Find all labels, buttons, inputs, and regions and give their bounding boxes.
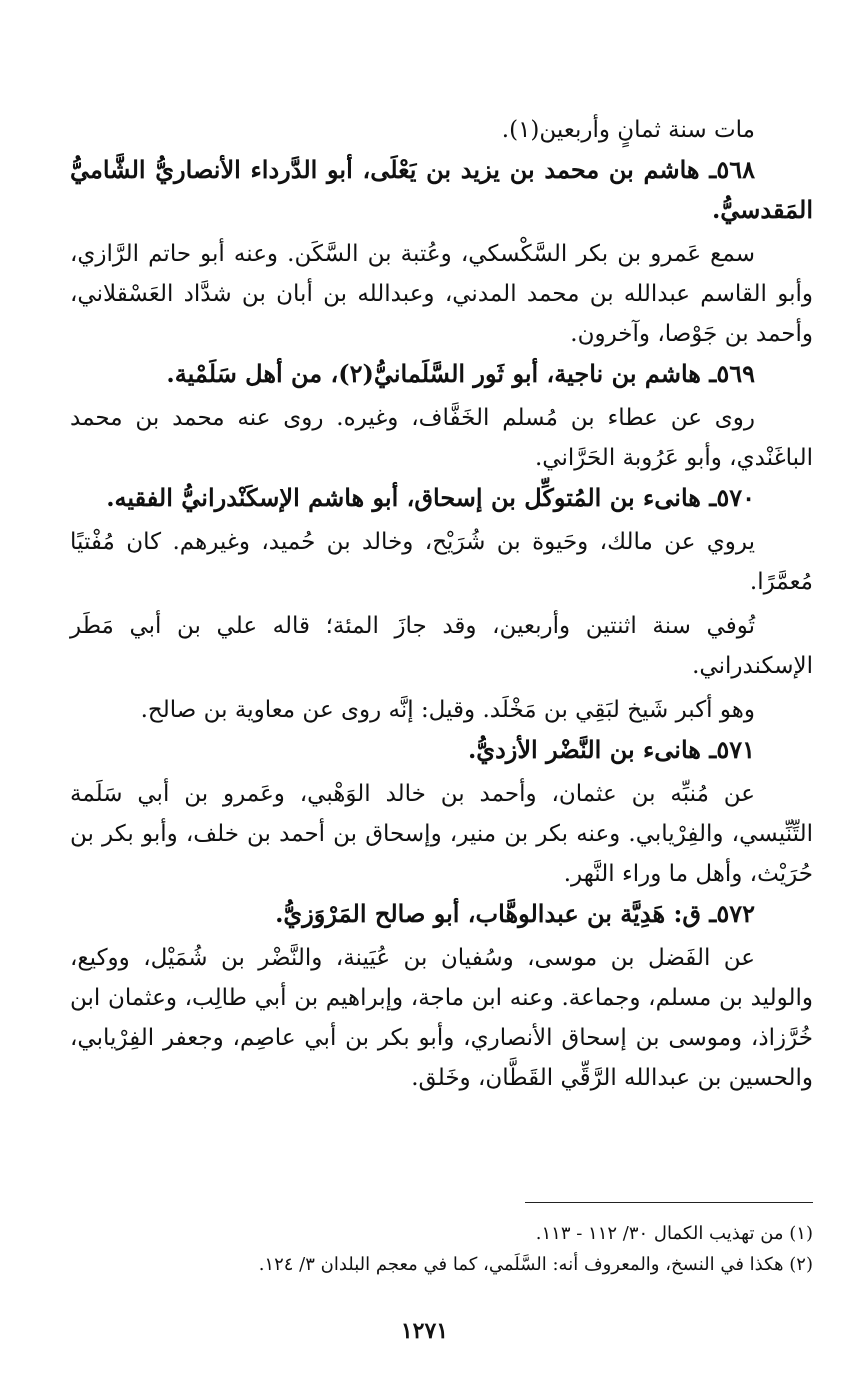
main-text xyxy=(70,110,813,1098)
entry-heading-570: ٥٧٠ـ هانىء بن المُتوكِّل بن إسحاق، أبو هاشم الإسكَنْدرانيُّ الفقيه. xyxy=(106,483,755,512)
entry-body-568: سمع عَمرو بن بكر السَّكْسكي، وعُتبة بن السَّكَن. وعنه أبو حاتم الرَّازي، وأبو القاسم عبدالله بن محمد المدني، وعبدالله بن أبان بن شدَّاد العَسْقلاني، وأحمد بن جَوْصا، وآخرون. xyxy=(70,241,813,347)
page-number: ١٢٧١ xyxy=(400,1318,449,1344)
entry-body-569: روى عن عطاء بن مُسلم الخَفَّاف، وغيره. روى عنه محمد بن محمد الباغَنْدي، وأبو عَرُوبة الحَرَّاني. xyxy=(70,405,813,471)
entry-heading-569: ٥٦٩ـ هاشم بن ناجية، أبو ثَور السَّلَمانيُّ(٢)، من أهل سَلَمْية. xyxy=(166,359,755,388)
entry-body-572: عن الفَضل بن موسى، وسُفيان بن عُيَينة، والنَّضْر بن شُمَيْل، ووكيع، والوليد بن مسلم، وجماعة. وعنه ابن ماجة، وإبراهيم بن أبي طالِب، وعثمان ابن خُرَّزاذ، وموسى بن إسحاق الأنصاري، وأبو بكر بن أبي عاصِم، وجعفر الفِرْيابي، والحسين بن عبدالله الرَّقِّي القَطَّان، وخَلق. xyxy=(70,945,813,1091)
footnotes xyxy=(70,1218,813,1280)
paragraph-death-note: مات سنة ثمانٍ وأربعين(١). xyxy=(501,117,755,143)
footnote-divider xyxy=(525,1202,813,1203)
entry-body-570: يروي عن مالك، وحَيوة بن شُرَيْح، وخالد بن حُميد، وغيرهم. كان مُفْتيًا مُعمَّرًا. xyxy=(70,529,813,595)
footnote-1: (١) من تهذيب الكمال ٣٠/ ١١٢ - ١١٣. xyxy=(535,1223,813,1244)
entry-body-570-note: وهو أكبر شَيخ لبَقِي بن مَخْلَد. وقيل: إنَّه روى عن معاوية بن صالح. xyxy=(140,697,755,723)
entry-heading-572: ٥٧٢ـ ق: هَدِيَّة بن عبدالوهَّاب، أبو صالح المَرْوَزيُّ. xyxy=(275,899,755,928)
entry-body-571: عن مُنبِّه بن عثمان، وأحمد بن خالد الوَهْبي، وعَمرو بن أبي سَلَمة التِّنِّيسي، والفِرْيابي. وعنه بكر بن منير، وإسحاق بن أحمد بن خلف، وأبو بكر بن حُرَيْث، وأهل ما وراء النَّهر. xyxy=(70,781,813,887)
footnote-2: (٢) هكذا في النسخ، والمعروف أنه: السَّلَمي، كما في معجم البلدان ٣/ ١٢٤. xyxy=(258,1254,813,1275)
entry-heading-571: ٥٧١ـ هانىء بن النَّضْر الأزديُّ. xyxy=(467,735,755,764)
entry-body-570-death: تُوفي سنة اثنتين وأربعين، وقد جازَ المئة؛ قاله علي بن أبي مَطَر الإسكندراني. xyxy=(70,613,813,679)
entry-heading-568: ٥٦٨ـ هاشم بن محمد بن يزيد بن يَعْلَى، أبو الدَّرداء الأنصاريُّ الشَّاميُّ المَقدسيُّ. xyxy=(70,155,813,224)
